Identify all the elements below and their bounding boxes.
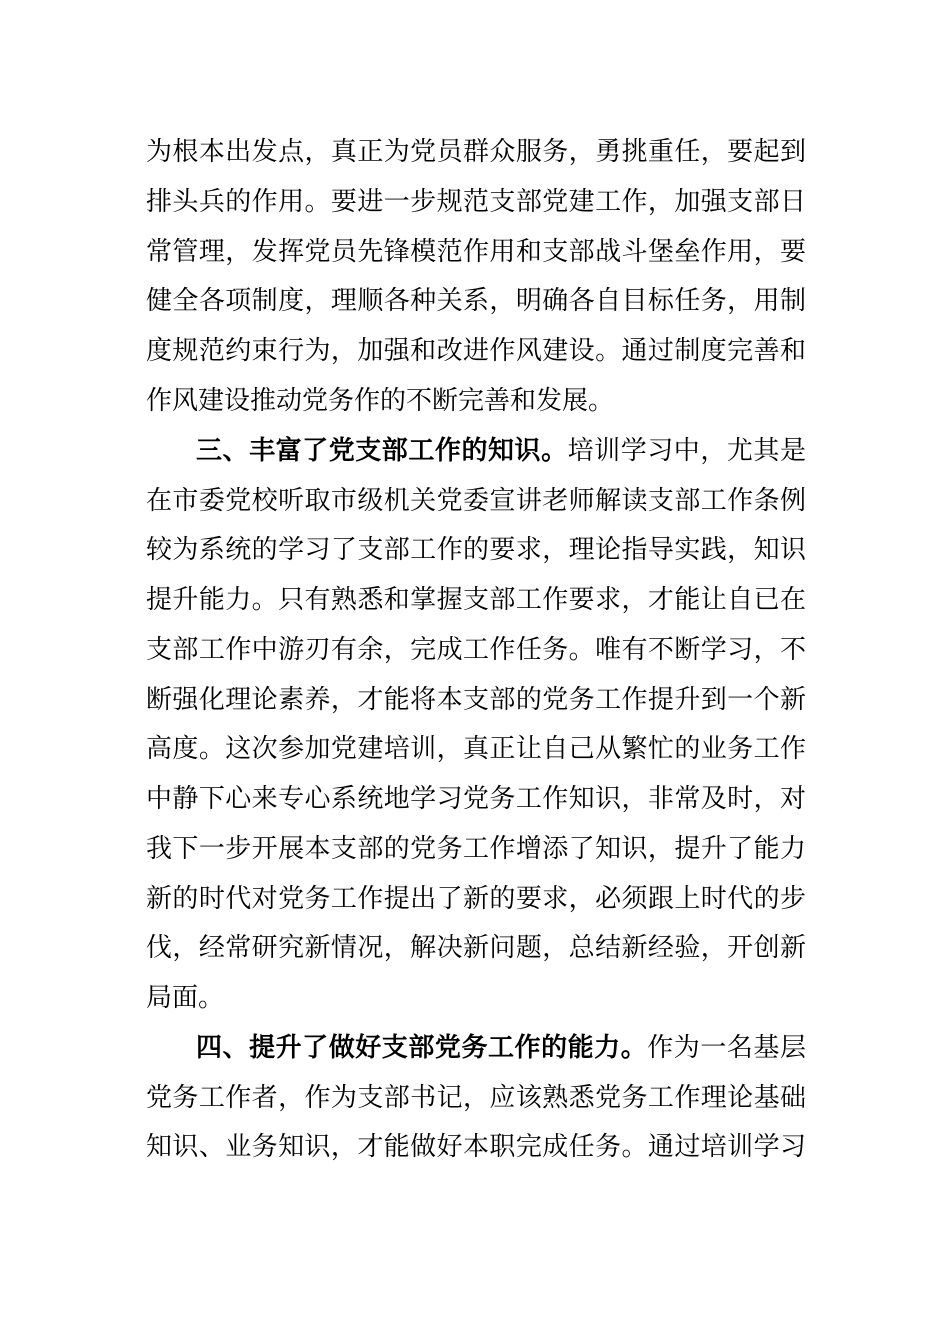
- section-three-first-line: [196, 426, 806, 476]
- section-four-text: 作为一名基层: [647, 1033, 806, 1063]
- text-line: 断强化理论素养，才能将本支部的党务工作提升到一个新: [146, 685, 806, 715]
- text-line: 提升能力。只有熟悉和掌握支部工作要求，才能让自已在: [146, 585, 806, 615]
- text-line: 支部工作中游刃有余，完成工作任务。唯有不断学习，不: [146, 635, 806, 665]
- text-line: 党务工作者，作为支部书记，应该熟悉党务工作理论基础: [146, 1083, 806, 1113]
- section-four-heading: 四、提升了做好支部党务工作的能力。: [196, 1033, 648, 1063]
- text-line: 中静下心来专心系统地学习党务工作知识，非常及时，对: [146, 784, 806, 814]
- text-line: 伐，经常研究新情况，解决新问题，总结新经验，开创新: [146, 933, 806, 963]
- text-line: 局面。: [146, 983, 225, 1013]
- text-line: 健全各项制度，理顺各种关系，明确各自目标任务，用制: [146, 286, 806, 316]
- text-line: 为根本出发点，真正为党员群众服务，勇挑重任，要起到: [146, 137, 806, 167]
- text-line: 较为系统的学习了支部工作的要求，理论指导实践，知识: [146, 535, 806, 565]
- text-line: 高度。这次参加党建培训，真正让自己从繁忙的业务工作: [146, 734, 806, 764]
- text-line: 知识、业务知识，才能做好本职完成任务。通过培训学习: [146, 1132, 806, 1162]
- section-three-heading: 三、丰富了党支部工作的知识。: [196, 436, 568, 466]
- section-three-text: 培训学习中，尤其是: [567, 436, 806, 466]
- section-four-first-line: [196, 1023, 806, 1073]
- text-line: 度规范约束行为，加强和改进作风建设。通过制度完善和: [146, 336, 806, 366]
- text-line: 常管理，发挥党员先锋模范作用和支部战斗堡垒作用，要: [146, 237, 806, 267]
- text-line: 在市委党校听取市级机关党委宣讲老师解读支部工作条例: [146, 486, 806, 516]
- text-line: 新的时代对党务工作提出了新的要求，必须跟上时代的步: [146, 884, 806, 914]
- text-line: 作风建设推动党务作的不断完善和发展。: [146, 386, 615, 416]
- text-line: 我下一步开展本支部的党务工作增添了知识，提升了能力: [146, 834, 806, 864]
- text-line: 排头兵的作用。要进一步规范支部党建工作，加强支部日: [146, 187, 806, 217]
